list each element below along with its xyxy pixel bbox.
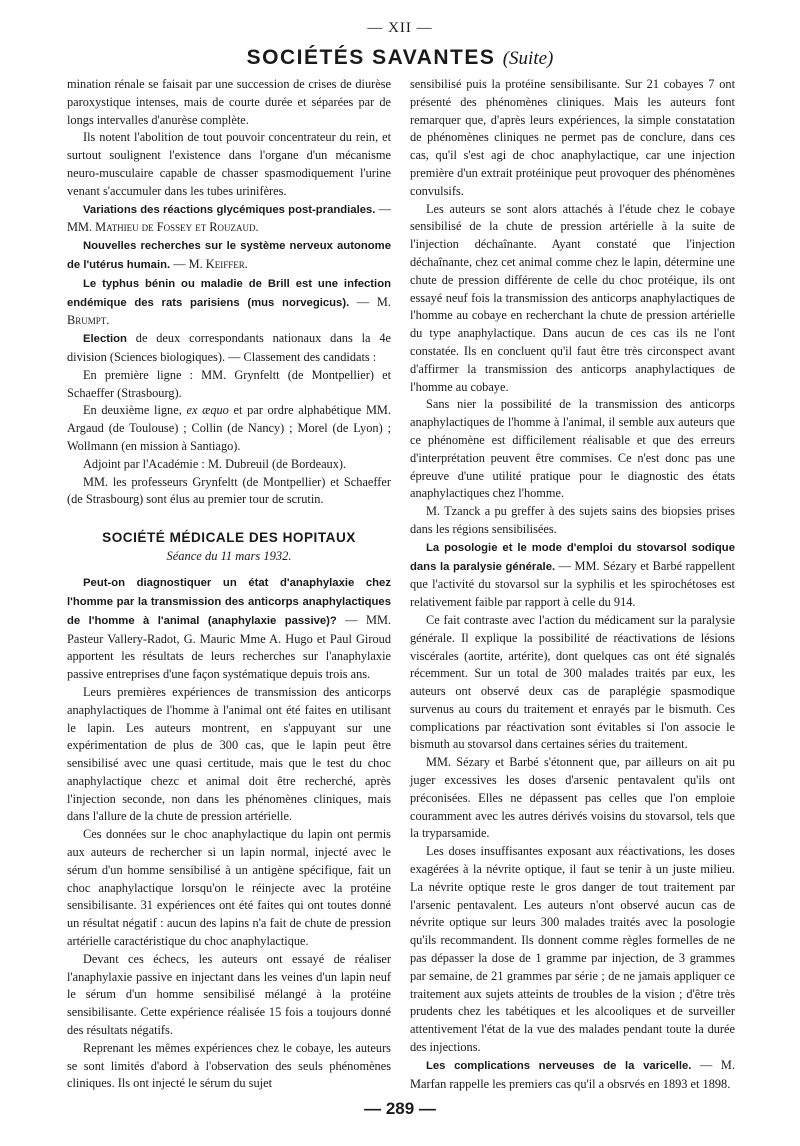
paragraph: Ce fait contraste avec l'action du médicament sur la paralysie générale. Il explique la possibilité de réactivations de lésions viscérales (aortite, artérite), dont quelques cas ont été signalés récemment. Sur un total de 300 malades traités par eux, les auteurs ont observé deux cas de paraplégie spasmodique survenus au cours du traitement et enrayés par le bismuth. Ces complications par réactivation sont évitables si l'on associe le bismuth au stovarsol dans certaines séries du traitement. bbox=[410, 612, 735, 752]
communication-text: — MM. Pasteur Vallery-Radot, G. Mauric Mme A. Hugo et Paul Giroud apportent les résultats de leurs recherches sur l'anaphylaxie passive entreprises d'une façon systématique depuis trois ans. bbox=[67, 612, 391, 682]
header-title-text: SOCIÉTÉS SAVANTES bbox=[246, 46, 496, 69]
paragraph: Leurs premières expériences de transmission des anticorps anaphylactiques de l'homme à l'animal ont été faites en utilisant le lapin. Les auteurs montrent, en s'appuyant sur une expérimentation de plus de 300 cas, que le lapin peut être sensibilisé avec une quasi certitude, mais que le test du choc anaphylactique chezc et animal doit être recherché, après l'injection seconde, non dans les phénomènes cliniques, mais dans l'allure de la chute de pression artérielle. bbox=[67, 684, 391, 824]
page-roman-numeral: — XII — bbox=[367, 20, 433, 36]
election-label: Election bbox=[83, 333, 127, 346]
communication-entry bbox=[67, 275, 391, 330]
paragraph: En première ligne : MM. Grynfeltt (de Montpellier) et Schaeffer (Strasbourg). bbox=[67, 367, 391, 400]
section-title: SOCIÉTÉ MÉDICALE DES HOPITAUX bbox=[102, 530, 356, 546]
text-run: En deuxième ligne, bbox=[83, 403, 187, 418]
section-subtitle: Séance du 11 mars 1932. bbox=[166, 549, 292, 564]
communication-entry bbox=[410, 539, 735, 612]
paragraph: Ils notent l'abolition de tout pouvoir concentrateur du rein, et surtout soulignent l'existence dans l'organe d'un mécanisme neuro-musculaire capable de chasser spasmodiquement l'urine venant s'accumuler dans les tubes urinifères. bbox=[67, 130, 391, 198]
right-column bbox=[410, 76, 735, 1093]
communication-title: Peut-on diagnostiquer un état d'anaphylaxie chez l'homme par la transmission des anticorps anaphylactiques de l'homme à l'animal (anaphylaxie passive)? bbox=[67, 577, 391, 627]
communication-text: — MM. Sézary et Barbé rappellent que l'activité du stovarsol sur la syphilis et les spirochétoses est relativement faible par rapport à celle du 914. bbox=[410, 558, 735, 610]
paragraph bbox=[67, 402, 391, 455]
communication-authors: — M. Brumpt. bbox=[67, 294, 391, 328]
page-number: — 289 — bbox=[364, 1099, 436, 1118]
header-title-suite: (Suite) bbox=[502, 48, 554, 69]
communication-entry bbox=[67, 201, 391, 238]
paragraph: MM. Sézary et Barbé s'étonnent que, par ailleurs on ait pu juger excessives les doses d'arsenic pentavalent qu'ils ont préconisées. Elles ne dépassent pas celles que l'on emploie couramment avec les autres dérivés voisins du stovarsol, tels que la tryparsamide. bbox=[410, 755, 735, 841]
paragraph: Ces données sur le choc anaphylactique du lapin ont permis aux auteurs de rechercher si un lapin normal, injecté avec le sérum d'un homme sensibilisé à un antigène spécifique, fait un choc anaphylactique lorsqu'on le réinjecte avec la protéine sensibilisante. 31 expériences ont été faites qui ont toutes donné un résultat négatif : aucun des lapins n'a fait de chute de pression artérielle caractéristique du choc anaphylactique. bbox=[67, 827, 391, 949]
paragraph: mination rénale se faisait par une succession de crises de diurèse paroxystique intenses, mais de courte durée et séparées par de longs intervalles d'anurèse complète. bbox=[67, 77, 391, 127]
paragraph: Reprenant les mêmes expériences chez le cobaye, les auteurs se sont limités d'abord à l'observation des seuls phénomènes cliniques. Ils ont injecté le sérum du sujet bbox=[67, 1040, 391, 1091]
communication-entry bbox=[410, 1057, 735, 1094]
text-run: et par ordre alphabétique MM. Argaud (de Toulouse) ; Collin (de Nancy) ; Morel (de Lyon) ; Wollmann (en mission à Santiago). bbox=[67, 403, 391, 453]
italic-run: ex æquo bbox=[186, 403, 229, 418]
election-text: de deux correspondants nationaux dans la 4e division (Sciences biologiques). — Classement des candidats : bbox=[67, 331, 391, 364]
paragraph: Devant ces échecs, les auteurs ont essayé de réaliser l'anaphylaxie passive en injectant dans les veines d'un lapin neuf le sérum d'un homme sensibilisé mélangé à la protéine sensibilisante. Cette expérience réalisée 15 fois a toujours donné des résultats négatifs. bbox=[67, 951, 391, 1038]
communication-title: Variations des réactions glycémiques post-prandiales. bbox=[83, 203, 376, 216]
paragraph: M. Tzanck a pu greffer à des sujets sains des biopsies prises dans les régions sensibilisées. bbox=[410, 504, 735, 536]
communication-entry bbox=[67, 574, 391, 684]
paragraph: Les auteurs se sont alors attachés à l'étude chez le cobaye sensibilisé de la chute de pression artérielle à la suite de l'injection déchaînante. Ayant constaté que l'injection déchaînante, chez cet animal comme chez le lapin, détermine une chute de pression différente de celle du choc protéique, ils ont essayé neuf fois la transmission des anticorps anaphylactiques de l'homme au cobaye en recherchant la chute de pression artérielle du type anaphylactique. Dans aucun de ces cas ils ne l'ont constatée. Ils en concluent qu'il faut être très circonspect avant d'affirmer la transmission des anticorps anaphylactiques de l'homme au cobaye. bbox=[410, 201, 735, 394]
communication-authors: — MM. Mathieu de Fossey et Rouzaud. bbox=[67, 201, 391, 235]
paragraph: sensibilisé puis la protéine sensibilisante. Sur 21 cobayes 7 ont présenté des phénomènes cliniques. Mais les auteurs font remarquer que, d'après leurs expériences, la simple constatation de phénomènes cliniques ne permet pas de conclure, dans ces cas, qu'il s'est agi de choc anaphylactique, car une injection première d'un extrait protéinique peut provoquer des phénomènes convulsifs. bbox=[410, 77, 735, 198]
communication-title: La posologie et le mode d'emploi du stovarsol sodique dans la paralysie générale. bbox=[410, 541, 735, 573]
left-column bbox=[67, 76, 391, 1093]
election-entry bbox=[67, 330, 391, 367]
communication-title: Les complications nerveuses de la varicelle. bbox=[426, 1059, 692, 1072]
communication-text: — M. Marfan rappelle les premiers cas qu'il a obsrvés en 1893 et 1898. bbox=[410, 1057, 735, 1091]
paragraph: Sans nier la possibilité de la transmission des anticorps anaphylactiques de l'homme à l'animal, il semble aux auteurs que ce phénomène est difficilement réalisable et que des erreurs d'interprétation peuvent être commises. Ce n'est donc pas une épreuve d'une utilité pratique pour le diagnostic des états anaphylactiques chez l'homme. bbox=[410, 397, 735, 501]
communication-entry bbox=[67, 237, 391, 275]
communication-authors: — M. Keiffer. bbox=[170, 256, 248, 271]
communication-title: Nouvelles recherches sur le système nerveux autonome de l'utérus humain. bbox=[67, 240, 391, 271]
paragraph: Adjoint par l'Académie : M. Dubreuil (de Bordeaux). bbox=[83, 456, 347, 471]
page-header-title bbox=[0, 46, 800, 70]
paragraph: MM. les professeurs Grynfeltt (de Montpellier) et Schaeffer (de Strasbourg) sont élus au premier tour de scrutin. bbox=[67, 474, 391, 507]
paragraph: Les doses insuffisantes exposant aux réactivations, les doses exagérées à la névrite optique, il faut se tenir à un juste milieu. La névrite optique reste le gros danger de tout traitement par l'arsenic pentavalent. Les auteurs n'ont observé aucun cas de névrite optique sur leurs 300 malades traités avec la posologie qu'ils recommandent. Ils donnent comme règles formelles de ne pas dépasser la dose de 1 gramme par injection, de 3 grammes par semaine, de 21 grammes par série ; de ne jamais appliquer ce traitement aux sujets atteints de troubles de la vision ; d'être très prudents chez les tabétiques et les alcooliques et de surveiller attentivement l'état de la vue des malades pendant toute la durée des injections. bbox=[410, 844, 735, 1055]
communication-title: Le typhus bénin ou maladie de Brill est une infection endémique des rats parisiens (mus norvegicus). bbox=[67, 277, 391, 309]
